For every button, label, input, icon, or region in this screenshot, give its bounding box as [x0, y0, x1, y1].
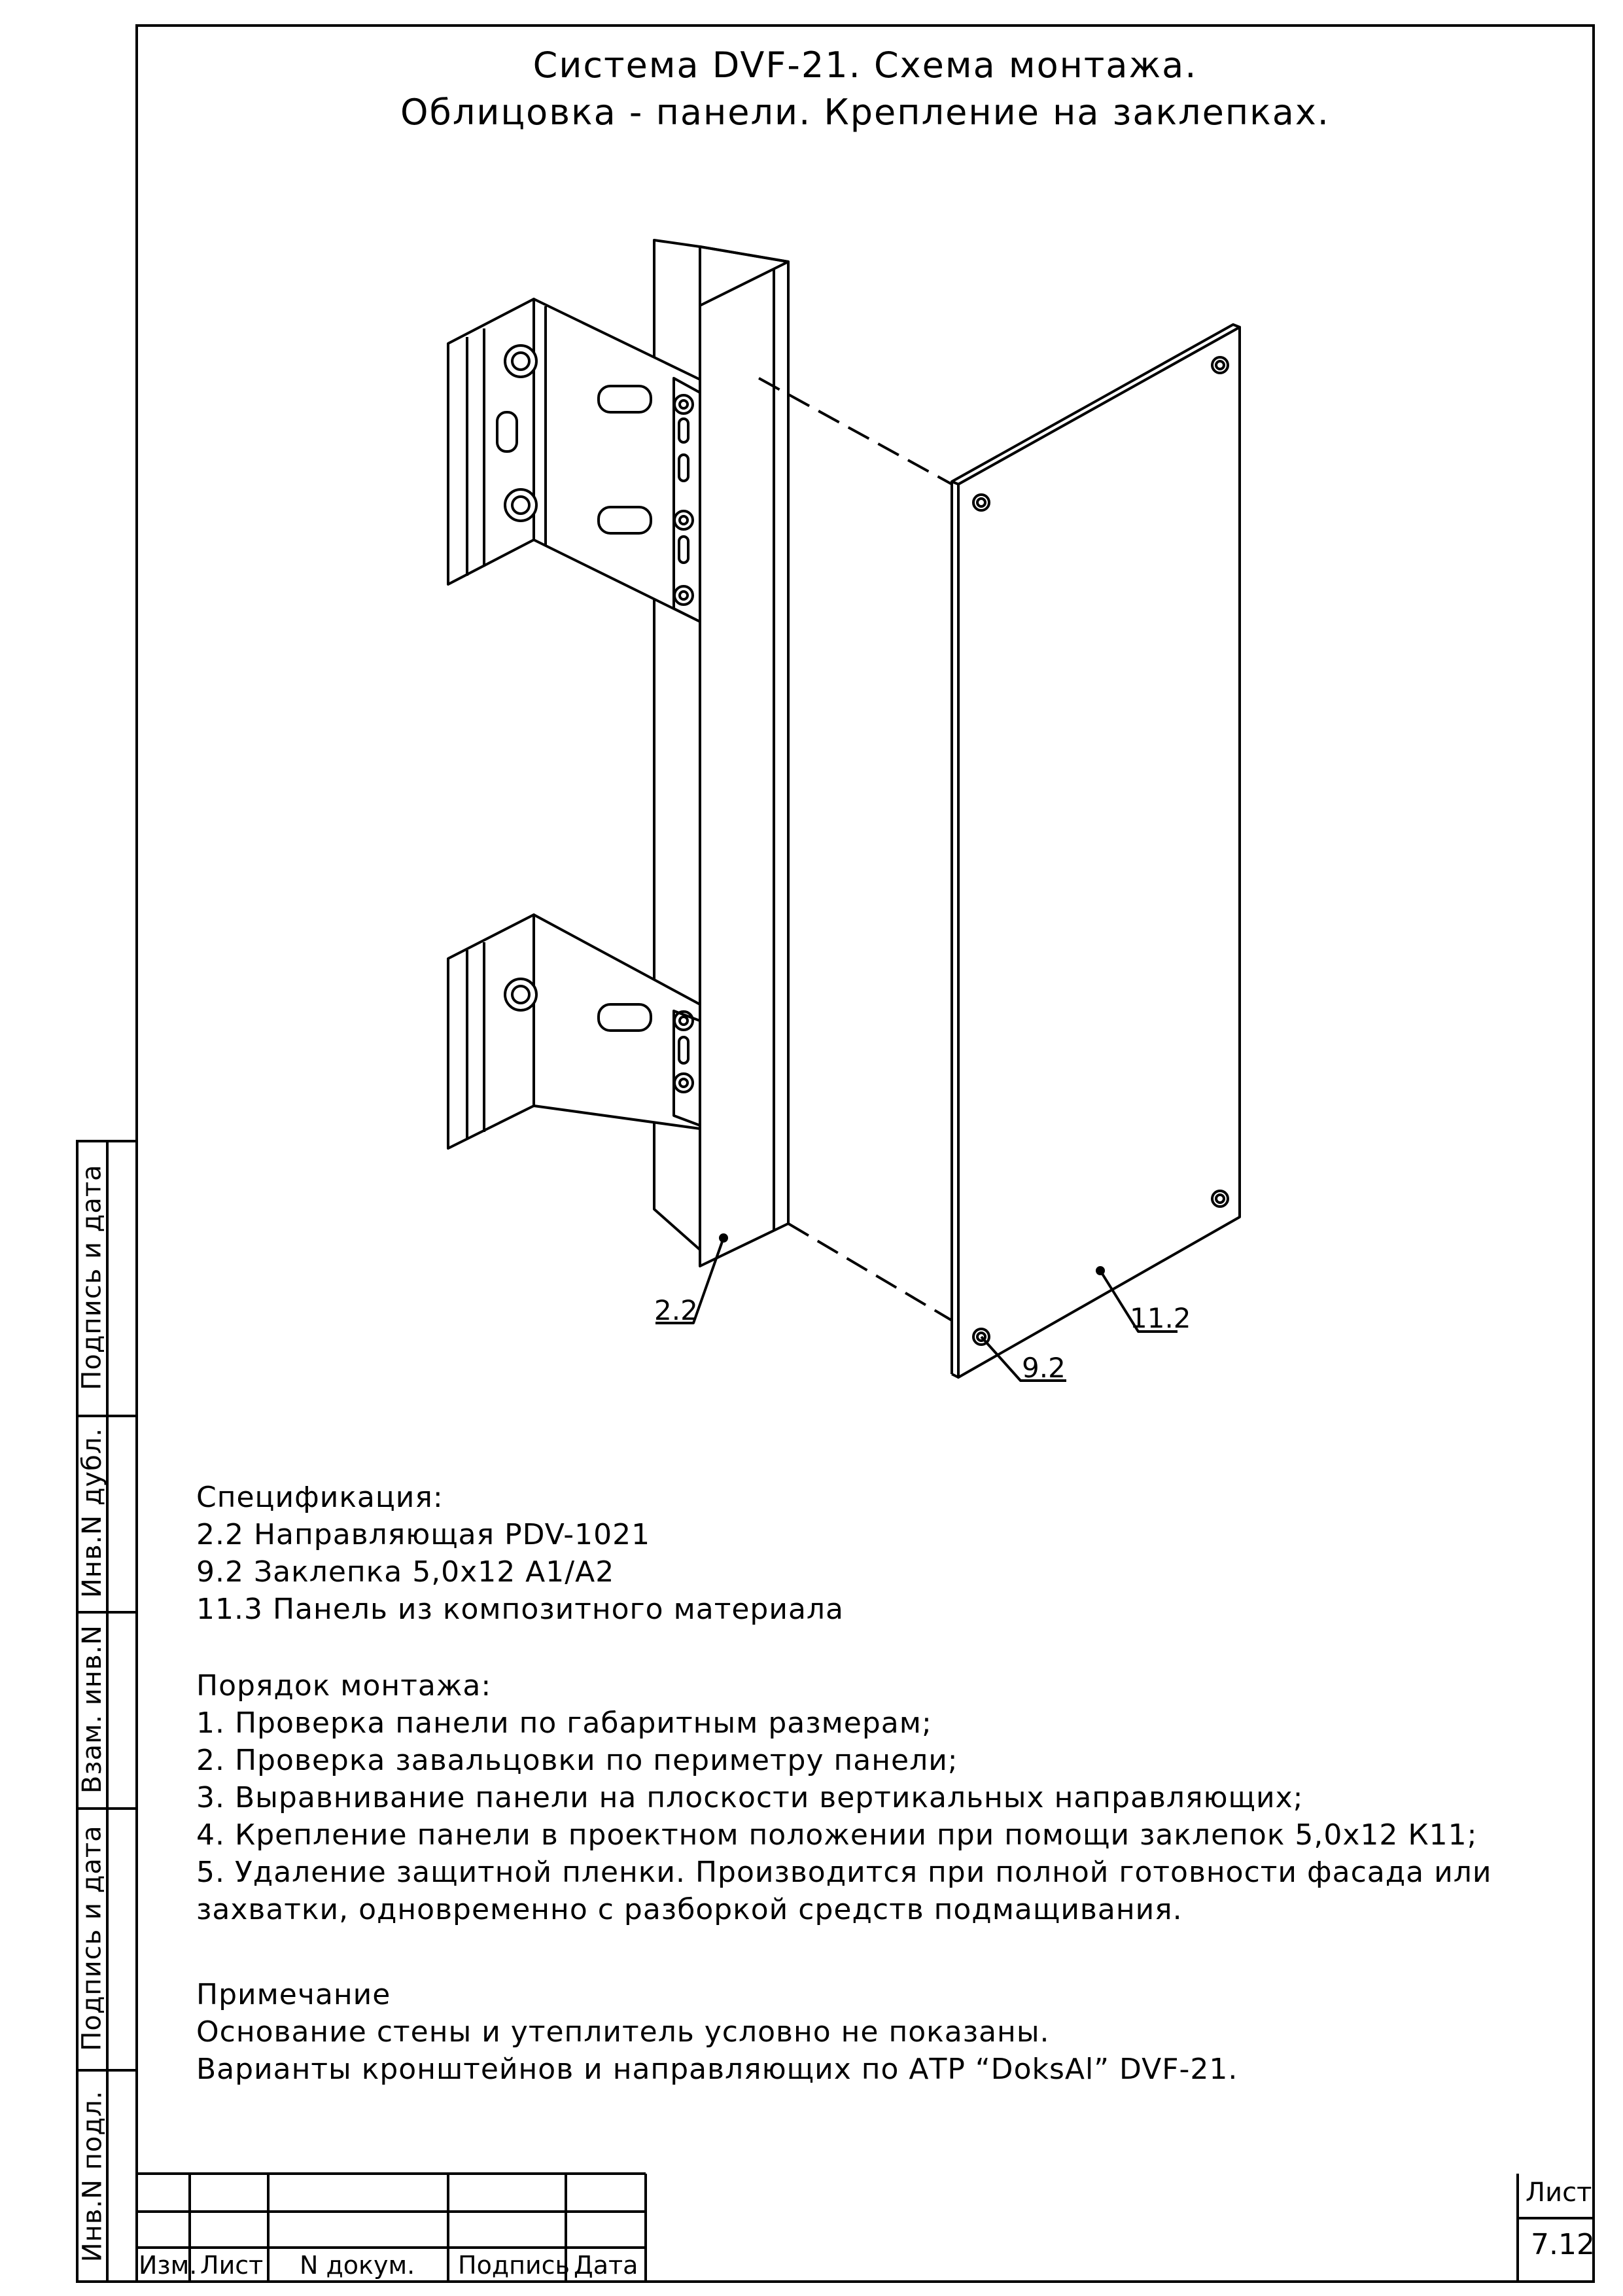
procedure-step: 2. Проверка завальцовки по периметру панели; [196, 1744, 958, 1777]
spec-item: 11.3 Панель из композитного материала [196, 1593, 845, 1626]
procedure-step: 1. Проверка панели по габаритным размерам; [196, 1706, 932, 1740]
spec-item: 9.2 Заклепка 5,0x12 А1/А2 [196, 1555, 615, 1589]
specification-heading: Спецификация: [196, 1481, 444, 1514]
procedure-step: 3. Выравнивание панели на плоскости вертикальных направляющих; [196, 1781, 1304, 1814]
drawing-title-line-1: Система DVF-21. Схема монтажа. [532, 44, 1198, 86]
side-dup-inv: Инв.N дубл. [77, 1427, 107, 1598]
note-line: Варианты кронштейнов и направляющих по АТР “DoksAl” DVF-21. [196, 2053, 1238, 2086]
title-block-col-date: Дата [574, 2251, 638, 2280]
procedure-heading: Порядок монтажа: [196, 1669, 492, 1703]
title-block-col-doc: N докум. [300, 2251, 415, 2280]
procedure-block [196, 1667, 1492, 1928]
spec-item: 2.2 Направляющая PDV-1021 [196, 1518, 651, 1551]
side-replace-inv: Взам. инв.N [77, 1624, 107, 1794]
side-orig-inv: Инв.N подл. [77, 2090, 107, 2262]
callout-guide-label: 2.2 [654, 1294, 698, 1326]
procedure-step: 5. Удаление защитной пленки. Производится при полной готовности фасада или [196, 1856, 1492, 1889]
lower-bracket [448, 915, 700, 1148]
procedure-step: захватки, одновременно с разборкой средств подмащивания. [196, 1893, 1183, 1926]
specification-block [196, 1479, 844, 1628]
side-stamp [76, 1140, 138, 2283]
callout-panel-label: 11.2 [1130, 1302, 1191, 1334]
callout-rivet-label: 9.2 [1022, 1352, 1066, 1384]
drawing-title-line-2: Облицовка - панели. Крепление на заклепках. [400, 92, 1330, 133]
note-block [196, 1976, 1238, 2088]
composite-panel [952, 325, 1240, 1377]
title-block-sheet-number: 7.12 [1531, 2228, 1595, 2261]
procedure-step: 4. Крепление панели в проектном положении при помощи заклепок 5,0x12 К11; [196, 1818, 1478, 1852]
title-block-sheet-label: Лист [1526, 2178, 1592, 2208]
title-block-col-change: Изм. [139, 2251, 198, 2280]
title-block-col-sign: Подпись [458, 2251, 570, 2280]
side-sign-date-1: Подпись и дата [77, 1164, 108, 1390]
note-line: Основание стены и утеплитель условно не показаны. [196, 2015, 1050, 2049]
side-sign-date-2: Подпись и дата [77, 1825, 108, 2051]
note-heading: Примечание [196, 1978, 391, 2011]
upper-bracket [448, 299, 700, 622]
title-block-col-sheet: Лист [200, 2251, 264, 2280]
